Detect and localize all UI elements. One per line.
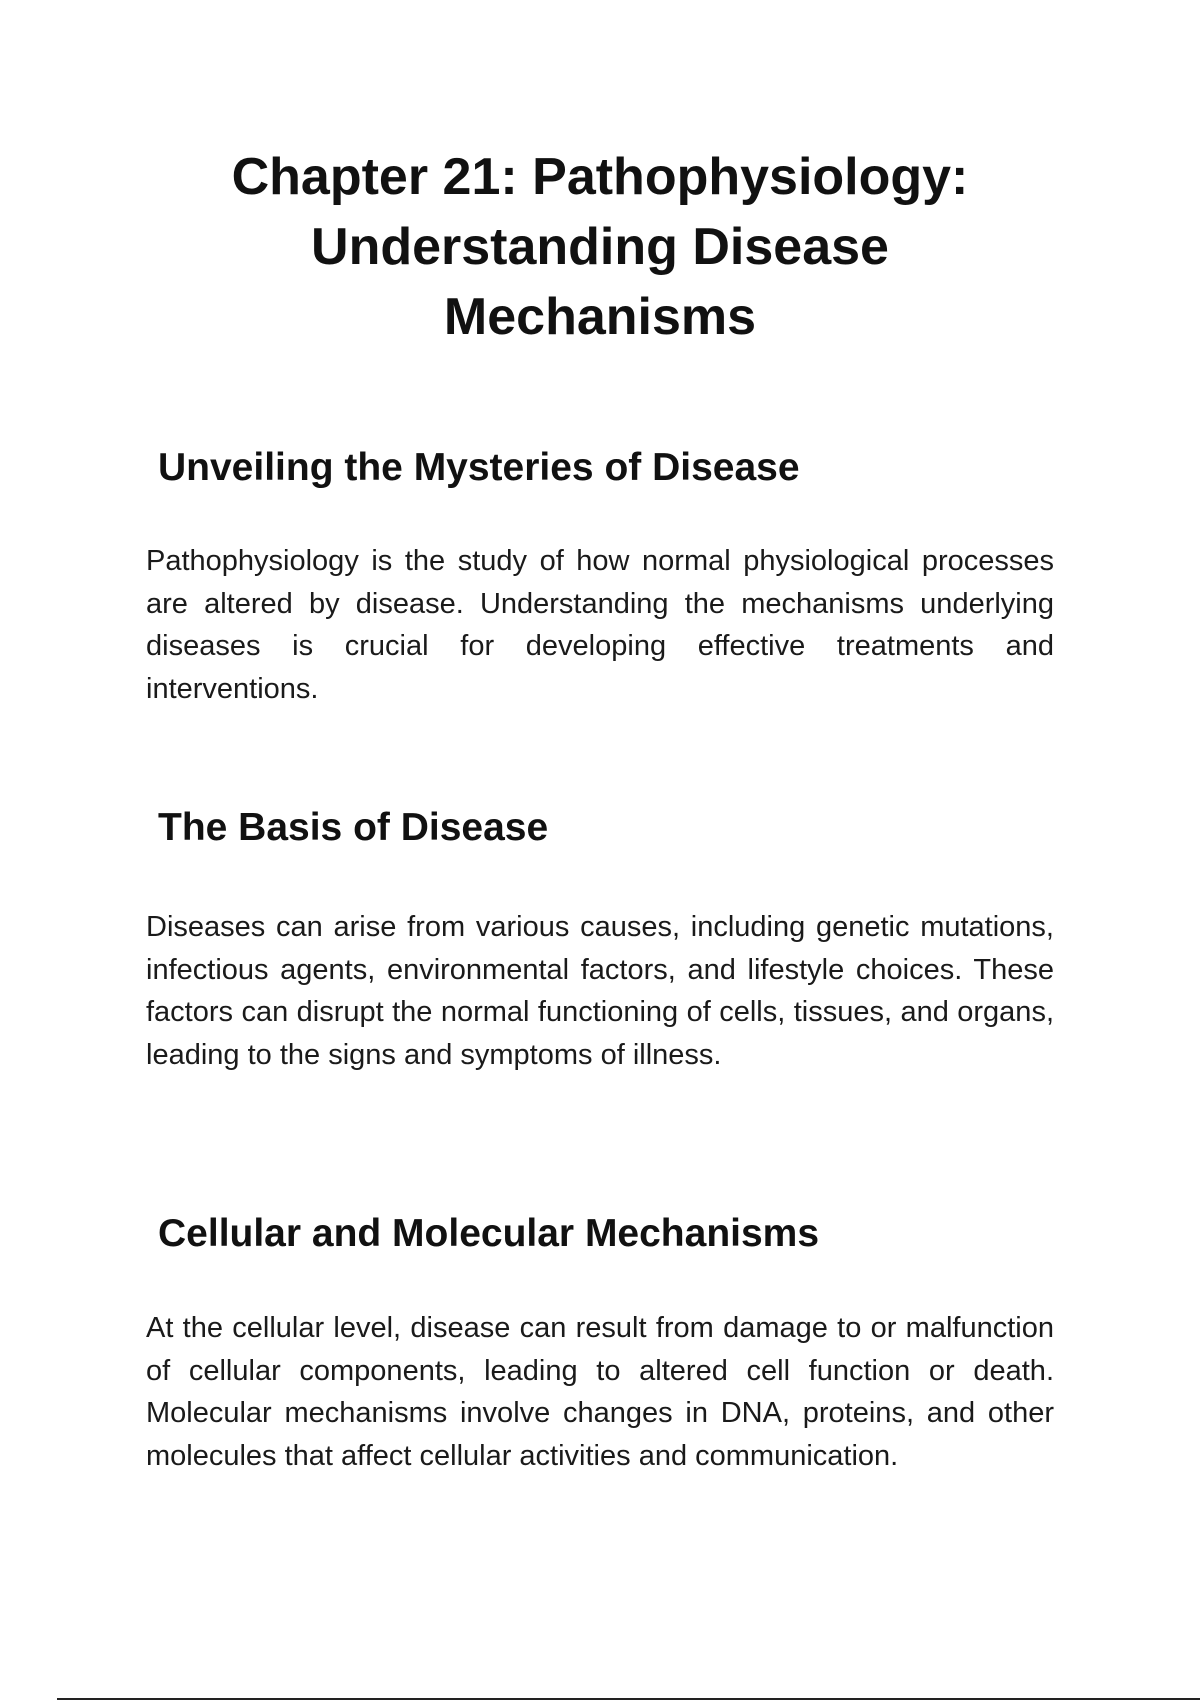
chapter-title-line-2: Understanding Disease [311, 218, 889, 276]
section-heading: Unveiling the Mysteries of Disease [158, 446, 800, 489]
chapter-title-line-1: Chapter 21: Pathophysiology: [231, 148, 969, 206]
chapter-title [200, 142, 1000, 352]
section-heading: Cellular and Molecular Mechanisms [158, 1212, 820, 1255]
section-basis-of-disease [146, 803, 1054, 1076]
section-paragraph: Diseases can arise from various causes, including genetic mutations, infectious agents, environmental factors, and lifestyle choices. These factors can disrupt the normal functioning of cells, tissues, and organs, leading to the signs and symptoms of illness. [146, 911, 1054, 1071]
section-paragraph: At the cellular level, disease can result from damage to or malfunction of cellular components, leading to altered cell function or death. Molecular mechanisms involve changes in DNA, proteins, and other molecules that affect cellular activities and communication. [146, 1312, 1054, 1472]
section-cellular-molecular [146, 1209, 1054, 1477]
section-unveiling-mysteries [146, 443, 1054, 710]
section-paragraph: Pathophysiology is the study of how normal physiological processes are altered by disease. Understanding the mechanisms underlying diseases is crucial for developing effective treatments and interventions. [146, 545, 1054, 705]
section-heading: The Basis of Disease [158, 806, 549, 849]
chapter-title-line-3: Mechanisms [443, 288, 757, 346]
